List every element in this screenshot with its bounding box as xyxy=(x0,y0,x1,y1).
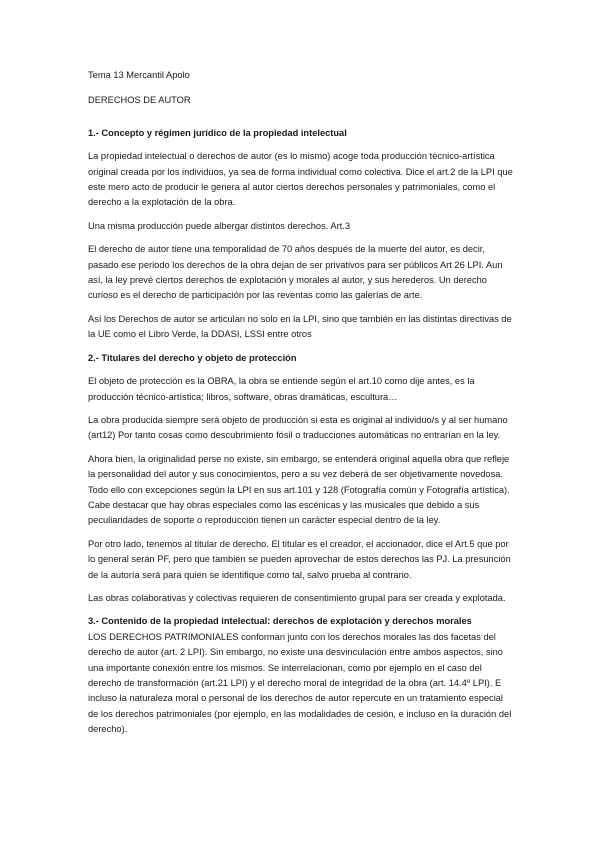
document-body xyxy=(88,68,514,746)
section-2-paragraph: Las obras colaborativas y colectivas requieren de consentimiento grupal para ser creada y explotada. xyxy=(88,592,506,603)
section-3-paragraph: LOS DERECHOS PATRIMONIALES conforman junto con los derechos morales las dos facetas del derecho de autor (art. 2 LPI). Sin embargo, no existe una desvinculación entre ambos aspectos, sino una importante conexión entre los mismos. Se interrelacionan, como por ejemplo en el caso del derecho de transformación (art.21 LPI) y el derecho moral de integridad de la obra (art. 14.4º LPI). E incluso la naturaleza moral o personal de los derechos de autor repercute en un tratamiento especial de los derechos patrimoniales (por ejemplo, en las modalidades de cesión, e incluso en la duración del derecho). xyxy=(88,631,512,735)
section-1-paragraph: Una misma producción puede albergar distintos derechos. Art.3 xyxy=(88,220,351,231)
section-2-paragraph: Por otro lado, tenemos al titular de derecho. El titular es el creador, el accionador, dice el Art.5 que por lo general serán PF, pero que también se pueden aprovechar de estos derechos las PJ. La presunción de la autoría será para quien se identifique como tal, salvo prueba al contrario. xyxy=(88,538,511,580)
section-1-paragraph: El derecho de autor tiene una temporalidad de 70 años después de la muerte del autor, es decir, pasado ese periodo los derechos de la obra dejan de ser privativos para ser públicos Art 26 LPI. Aun así, la ley prevé ciertos derechos de explotación y morales al autor, y sus herederos. Un derecho curioso es el derecho de participación por las reventas como las galerías de arte. xyxy=(88,244,503,301)
section-2-paragraph: El objeto de protección es la OBRA, la obra se entiende según el art.10 como dije antes, es la producción técnico-artística; libros, software, obras dramáticas, escultura… xyxy=(88,376,475,402)
document-title: DERECHOS DE AUTOR xyxy=(88,95,191,106)
section-1-heading: 1.- Concepto y régimen jurídico de la propiedad intelectual xyxy=(88,127,347,138)
section-2-paragraph: La obra producida siempre será objeto de producción si esta es original al individuo/s y al ser humano (art12) Por tanto cosas como descubrimiento fósil o traducciones automáticas no entrarían en la ley. xyxy=(88,414,508,441)
section-2-paragraph: Ahora bien, la originalidad perse no existe, sin embargo, se entenderá original aquella obra que refleje la personalidad del autor y sus conocimientos, pero a su vez deberá de ser objetivamente novedosa. Todo ello con excepciones según la LPI en sus art.101 y 128 (Fotografía común y Fotografía artística). Cabe destacar que hay obras especiales como las escénicas y las musicales que debido a sus peculiaridades de soporte o reproducción tienen un carácter especial dentro de la ley. xyxy=(88,453,510,526)
section-3-heading: 3.- Contenido de la propiedad intelectual: derechos de explotación y derechos morales xyxy=(88,616,472,627)
section-1-paragraph: La propiedad intelectual o derechos de autor (es lo mismo) acoge toda producción técnico-artística original creada por los individuos, ya sea de forma individual como colectiva. Dice el art.2 de la LPI que este mero acto de producir le genera al autor ciertos derechos personales y patrimoniales, como el derecho a la explotación de la obra. xyxy=(88,151,513,208)
subject-line: Tema 13 Mercantil Apolo xyxy=(88,70,190,80)
section-2-heading: 2.- Titulares del derecho y objeto de protección xyxy=(88,352,297,363)
section-1-paragraph: Así los Derechos de autor se articulan no solo en la LPI, sino que también en las distintas directivas de la UE como el Libro Verde, la DDASI, LSSI entre otros xyxy=(88,313,512,340)
